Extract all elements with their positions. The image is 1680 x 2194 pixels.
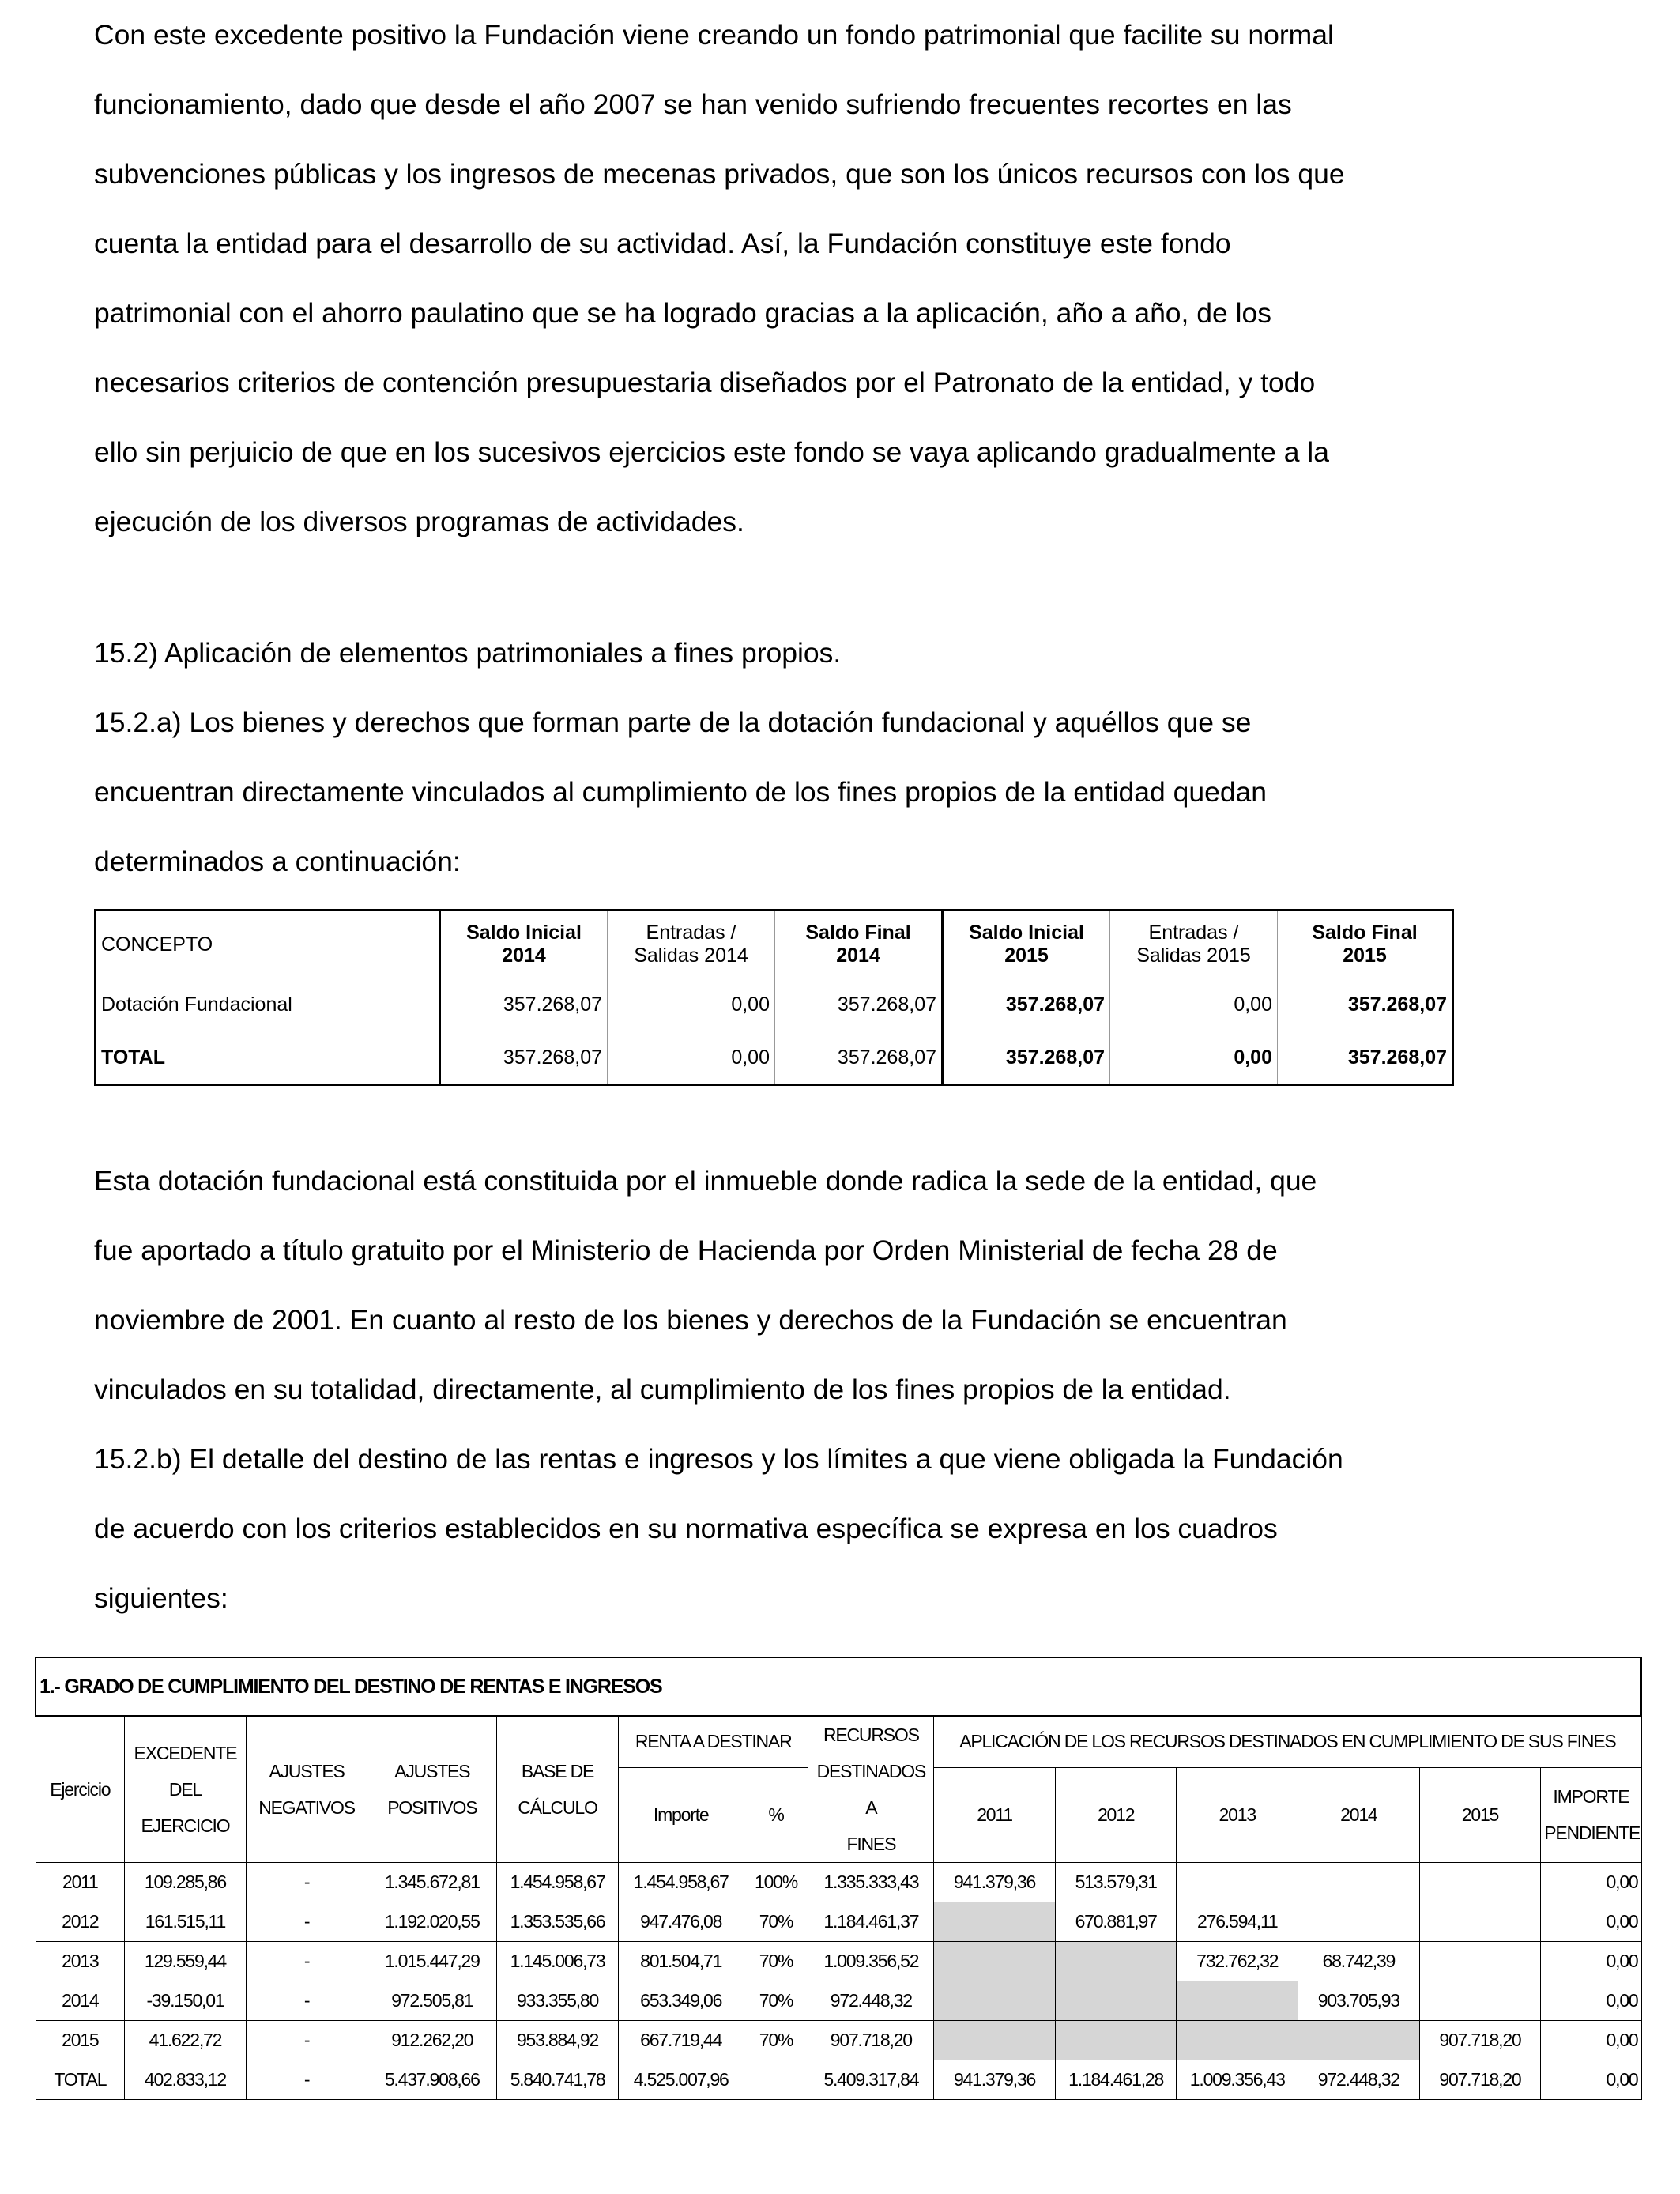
header-saldo-inicial-2014: Saldo Inicial 2014 <box>440 910 608 978</box>
header-ajustes-positivos: AJUSTES POSITIVOS <box>367 1716 497 1863</box>
table-row: 2011 109.285,86 - 1.345.672,81 1.454.958,67 1.454.958,67 100% 1.335.333,43 941.379,36 513.579,31 0,00 <box>36 1863 1641 1902</box>
table-title: 1.- GRADO DE CUMPLIMIENTO DEL DESTINO DE RENTAS E INGRESOS <box>36 1657 1641 1716</box>
header-entradas-salidas-2015: Entradas / Salidas 2015 <box>1110 910 1278 978</box>
header-recursos-destinados: RECURSOS DESTINADOS A FINES <box>808 1716 934 1863</box>
table-row: 2012 161.515,11 - 1.192.020,55 1.353.535,66 947.476,08 70% 1.184.461,37 670.881,97 276.594,11 0,00 <box>36 1902 1641 1942</box>
header-importe: Importe <box>618 1767 744 1862</box>
table-row-total: TOTAL 402.833,12 - 5.437.908,66 5.840.741,78 4.525.007,96 5.409.317,84 941.379,36 1.184.461,28 1.009.356,43 972.448,32 907.718,20 0,00 <box>36 2060 1641 2100</box>
header-saldo-final-2015: Saldo Final 2015 <box>1278 910 1453 978</box>
text-line: de acuerdo con los criterios establecidos en su normativa específica se expresa en los cuadros <box>94 1513 1278 1544</box>
header-2015: 2015 <box>1419 1767 1541 1862</box>
header-2013: 2013 <box>1177 1767 1298 1862</box>
paragraph-15-2-b <box>94 1424 1442 1633</box>
text-line: fue aportado a título gratuito por el Ministerio de Hacienda por Orden Ministerial de fecha 28 de <box>94 1235 1278 1266</box>
header-renta-destinar: RENTA A DESTINAR <box>618 1716 808 1767</box>
text-line: 15.2.a) Los bienes y derechos que forman parte de la dotación fundacional y aquéllos que se <box>94 707 1252 738</box>
table-row: Dotación Fundacional 357.268,07 0,00 357.268,07 357.268,07 0,00 357.268,07 <box>96 978 1453 1031</box>
text-line: subvenciones públicas y los ingresos de mecenas privados, que son los únicos recursos con los que <box>94 158 1345 190</box>
table-row-total: TOTAL 357.268,07 0,00 357.268,07 357.268,07 0,00 357.268,07 <box>96 1031 1453 1085</box>
text-line: necesarios criterios de contención presupuestaria diseñados por el Patronato de la entidad, y todo <box>94 367 1316 398</box>
text-line: noviembre de 2001. En cuanto al resto de los bienes y derechos de la Fundación se encuentran <box>94 1304 1287 1336</box>
header-concepto: CONCEPTO <box>96 910 440 978</box>
text-line: patrimonial con el ahorro paulatino que se ha logrado gracias a la aplicación, año a año, de los <box>94 297 1272 329</box>
text-line: siguientes: <box>94 1582 228 1614</box>
header-2011: 2011 <box>934 1767 1056 1862</box>
text-line: Con este excedente positivo la Fundación viene creando un fondo patrimonial que facilite su normal <box>94 19 1334 51</box>
dotacion-fundacional-table <box>94 909 1454 1086</box>
header-excedente: EXCEDENTE DEL EJERCICIO <box>125 1716 247 1863</box>
header-2014: 2014 <box>1298 1767 1420 1862</box>
header-saldo-inicial-2015: Saldo Inicial 2015 <box>943 910 1110 978</box>
paragraph-15-2-a <box>94 688 1442 896</box>
text-line: cuenta la entidad para el desarrollo de su actividad. Así, la Fundación constituye este fondo <box>94 228 1231 259</box>
section-heading-15-2: 15.2) Aplicación de elementos patrimoniales a fines propios. <box>94 637 842 669</box>
header-porcentaje: % <box>744 1767 808 1862</box>
header-2012: 2012 <box>1055 1767 1177 1862</box>
text-line: Esta dotación fundacional está constituida por el inmueble donde radica la sede de la entidad, que <box>94 1165 1317 1197</box>
header-saldo-final-2014: Saldo Final 2014 <box>775 910 943 978</box>
text-line: funcionamiento, dado que desde el año 2007 se han venido sufriendo frecuentes recortes en las <box>94 89 1292 120</box>
header-importe-pendiente: IMPORTE PENDIENTE <box>1541 1767 1641 1862</box>
text-line: vinculados en su totalidad, directamente, al cumplimiento de los fines propios de la entidad. <box>94 1374 1231 1405</box>
text-line: encuentran directamente vinculados al cumplimiento de los fines propios de la entidad quedan <box>94 776 1268 808</box>
header-entradas-salidas-2014: Entradas / Salidas 2014 <box>608 910 775 978</box>
text-line: determinados a continuación: <box>94 846 461 877</box>
header-base-calculo: BASE DE CÁLCULO <box>497 1716 619 1863</box>
header-ejercicio: Ejercicio <box>36 1716 125 1863</box>
table-row: 2015 41.622,72 - 912.262,20 953.884,92 667.719,44 70% 907.718,20 907.718,20 0,00 <box>36 2021 1641 2060</box>
header-aplicacion-recursos: APLICACIÓN DE LOS RECURSOS DESTINADOS EN CUMPLIMIENTO DE SUS FINES <box>934 1716 1641 1767</box>
text-line: 15.2.b) El detalle del destino de las rentas e ingresos y los límites a que viene obligada la Fundación <box>94 1443 1343 1475</box>
grado-cumplimiento-table <box>35 1657 1642 2100</box>
table-row: 2014 -39.150,01 - 972.505,81 933.355,80 653.349,06 70% 972.448,32 903.705,93 0,00 <box>36 1981 1641 2021</box>
paragraph-dotacion <box>94 1146 1442 1424</box>
table-row: 2013 129.559,44 - 1.015.447,29 1.145.006,73 801.504,71 70% 1.009.356,52 732.762,32 68.742,39 0,00 <box>36 1942 1641 1981</box>
text-line: ello sin perjuicio de que en los sucesivos ejercicios este fondo se vaya aplicando gradualmente a la <box>94 436 1329 468</box>
text-line: ejecución de los diversos programas de actividades. <box>94 506 744 537</box>
header-ajustes-negativos: AJUSTES NEGATIVOS <box>246 1716 367 1863</box>
paragraph-fondo-patrimonial <box>94 0 1442 556</box>
